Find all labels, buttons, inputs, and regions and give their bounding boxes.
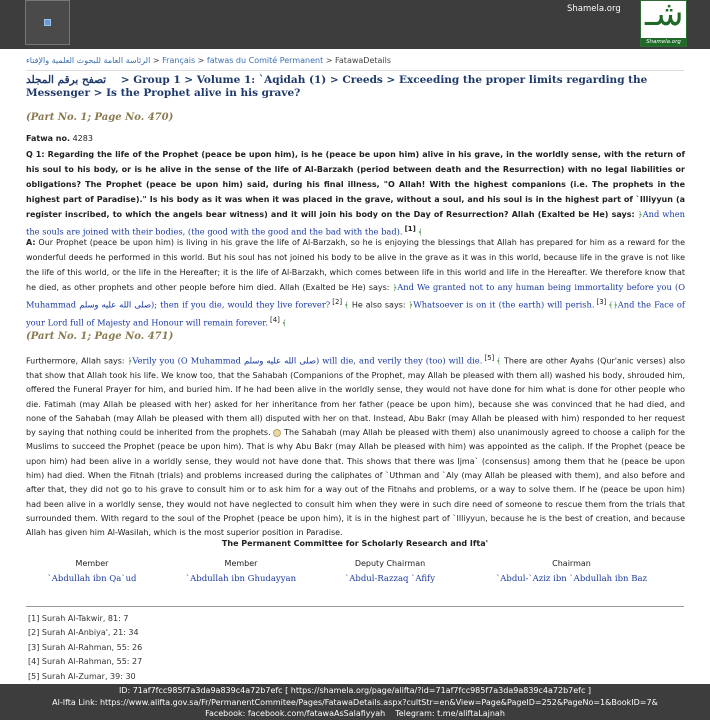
- member-name-link[interactable]: `Abdullah ibn Ghudayyan: [185, 574, 297, 584]
- logo-glyph: شـ: [645, 0, 684, 34]
- breadcrumb-divider: [26, 70, 684, 71]
- fatwa-number: [26, 134, 93, 143]
- breadcrumb-separator: >: [197, 56, 205, 65]
- member-role: Member: [75, 559, 109, 568]
- fatwa-number-value: 4283: [72, 134, 93, 143]
- question-text: Q 1: Regarding the life of the Prophet (peace be upon him), is he (peace be upon him) alive in his grave, in the worldly sense, with the return of his soul to his body, or is he alive in the sense of the life of Al-Barzakh (period between death and the Resurrection) with no legal liabilities or obligations? The Prophet (peace be upon him) said, during his final illness, "O Allah! With the highest companions (i.e. The prophets in the highest part of Paradise)." Is his body as it was when it was placed in the grave, without a soul, and his soul is in the highest part of `Illiyyun (a register inscribed, to which the angels bear witness) and it will join his body on the Day of Resurrection? Allah (Exalted be He) says: ﴿And when the souls are joined with their bodies, (the good with the good and the bad with the bad). [1] ﴾: [26, 150, 686, 237]
- committee-member: [333, 559, 447, 584]
- committee-title: The Permanent Committee for Scholarly Research and Ifta': [221, 539, 489, 548]
- title-path: > Group 1 > Volume 1: `Aqidah (1) > Creeds > Exceeding the proper limits regarding the Messenger > Is the Prophet alive in his grave?: [26, 74, 648, 99]
- footnote-item: [1] Surah Al-Takwir, 81: 7: [28, 614, 129, 623]
- page-title: [26, 74, 686, 100]
- breadcrumb-separator: >: [152, 56, 160, 65]
- footer-social: [0, 708, 710, 720]
- breadcrumb: [26, 56, 686, 65]
- top-bar: [0, 0, 710, 49]
- part-page-marker: (Part No. 1; Page No. 471): [26, 331, 174, 342]
- committee-member: [181, 559, 301, 584]
- breadcrumb-home-link[interactable]: الرئاسة العامة للبحوث العلمية والإفتاء: [26, 56, 151, 65]
- question-label: Q 1:: [26, 150, 45, 159]
- logo-text: Shamela.org: [641, 38, 686, 46]
- footnote-ref[interactable]: [2]: [332, 298, 343, 306]
- answer-body: Our Prophet (peace be upon him) is living in his grave the life of Al-Barzakh, so he is enjoying the blessings that Allah has prepared for him as a reward for the wonderful deeds he performed in this world. But his soul has not joined his body to be alive in the grave as it was in this world, because life in the grave is not like the life of this world, or the life in the Hereafter; it is the life of Al-Barzakh, which comes between life in this world and life in the Hereafter. We therefore know that he died, as other prophets and other people before him died. Allah (Exalted be He) says:: [26, 238, 685, 292]
- footnote-item: [5] Surah Al-Zumar, 39: 30: [28, 671, 136, 681]
- breadcrumb-separator: >: [325, 56, 333, 65]
- answer-mid-text: He also says:: [351, 300, 406, 310]
- footnote-ref[interactable]: [4]: [269, 315, 280, 324]
- breadcrumb-section-link[interactable]: fatwas du Comité Permanent: [206, 56, 324, 65]
- footer-id-line[interactable]: ID: 71af7fcc985f7a3da9a839c4a72b7efc [ https://shamela.org/page/alifta/?id=71af7fcc985f7a3da9a839c4a72b7efc ]: [118, 686, 592, 695]
- ayah-link[interactable]: Verily you (O Muhammad صلى الله عليه وسلم) will die, and verily they (too) will die.: [132, 355, 483, 366]
- member-role: Member: [224, 559, 258, 568]
- footer-bar: [0, 684, 710, 720]
- breadcrumb-current: FatawaDetails: [335, 56, 392, 65]
- part-page-marker: (Part No. 1; Page No. 470): [26, 112, 174, 123]
- footnote-ref[interactable]: [5]: [484, 354, 495, 362]
- member-name-link[interactable]: `Abdul-Razzaq `Afify: [344, 574, 436, 584]
- member-name-link[interactable]: `Abdullah ibn Qa`ud: [47, 574, 137, 584]
- committee-member: [40, 559, 144, 584]
- footnotes-divider: [26, 606, 684, 607]
- footer-alifta-link[interactable]: Al-Ifta Link: https://www.alifta.gov.sa/Fr/PermanentCommitee/Pages/FatawaDetails.aspx?cultStr=en&View=Page&PageID=252&PageNo=1&BookID=7&: [52, 697, 658, 707]
- footnote-item: [4] Surah Al-Rahman, 55: 27: [28, 657, 143, 667]
- ayah-link[interactable]: Whatsoever is on it (the earth) will perish.: [413, 299, 595, 310]
- committee-member: [490, 559, 653, 584]
- footnote-ref[interactable]: [3]: [596, 298, 607, 306]
- thumbnail-icon[interactable]: [25, 0, 70, 45]
- member-role: Chairman: [552, 559, 591, 568]
- body-text-1: There are other Ayahs (Qur'anic verses) also that show that Allah took his life. We know too, that the Sahabah (Companions of the Prophet, may Allah be pleased with them all) washed his body, shrouded him, offered the Funeral Prayer for him, and buried him. If he had been alive in the worldly sense, they would not have done for him what is done for other people who die. Fatimah (may Allah be pleased with her) asked for her inheritance from her father (peace be upon him), because she was convinced that he had died, and none of the Sahabah (may Allah be pleased with them all) disputed with her on that. Instead, Abu Bakr (may Allah be pleased with him) responded to her request by saying that nothing could be inherited from the prophets.: [26, 356, 686, 438]
- browse-volume-link[interactable]: تصفح برقم المجلد: [26, 74, 107, 86]
- ayah-link[interactable]: And We granted not to any human being immortality before you (O Muhammad صلى الله عليه وسلم); then if you die, would they live forever?: [26, 282, 685, 310]
- emoticon-icon: [273, 429, 281, 437]
- ayah-link[interactable]: And when the souls are joined with their bodies, (the good with the good and the bad with the bad).: [26, 209, 686, 237]
- footnote-item: [2] Surah Al-Anbiya', 21: 34: [28, 628, 139, 638]
- telegram-link[interactable]: Telegram: t.me/aliftaLajnah: [395, 709, 505, 718]
- shamela-logo[interactable]: [640, 0, 687, 47]
- ayah-link[interactable]: And the Face of your Lord full of Majesty and Honour will remain forever.: [26, 299, 685, 328]
- continued-answer-text: Furthermore, Allah says: ﴿Verily you (O Muhammad صلى الله عليه وسلم) will die, and verily they (too) will die. [5] ﴾ There are other Ayahs (Qur'anic verses) also that show that Allah took his life. We know too, that the Sahabah (Companions of the Prophet, may Allah be pleased with them all) washed his body, shrouded him, offered the Funeral Prayer for him, and buried him. If he had been alive in the worldly sense, they would not have done for him what is done for other people who die. Fatimah (may Allah be pleased with her) asked for her inheritance from her father (peace be upon him), because she was convinced that he had died, and none of the Sahabah (may Allah be pleased with them all) disputed with her on that. Instead, Abu Bakr (may Allah be pleased with him) responded to her request by saying that nothing could be inherited from the prophets. The Sahabah (may Allah be pleased with them) also unanimously agreed to choose a caliph for the Muslims to succeed the Prophet (peace be upon him). That is why Abu Bakr (may Allah be pleased with him) was appointed as the caliph. If the Prophet (peace be upon him) had been alive in a worldly sense, they would not have done that. This shows that there was Ijma` (consensus) among them that he (peace be upon him) had died. When the Fitnah (trials) and problems increased during the caliphates of `Uthman and `Aly (may Allah be pleased with them), and also before and after that, they did not go to his grave to consult him or to ask him for a way out of the Fitnahs and problems, or a way to solve them. If he (peace be upon him) had been alive in a worldly sense, they would not have neglected to consult him when they were in such dire need of someone to rescue them from the trials that surrounded them. With regard to the soul of the Prophet (peace be upon him), it is in the highest part of `Illiyyun, because he is the best of creation, and because Allah has given him Al-Wasilah, which is the most superior position in Paradise.: [26, 354, 686, 538]
- question-body: Regarding the life of the Prophet (peace be upon him), is he (peace be upon him) alive in his grave, in the worldly sense, with the return of his soul to his body, or is he alive in the sense of the life of Al-Barzakh (period between death and the Resurrection) with no legal liabilities or obligations? The Prophet (peace be upon him) said, during his final illness, "O Allah! With the highest companions (i.e. The prophets in the highest part of Paradise)." Is his body as it was when it was placed in the grave, without a soul, and his soul is in the highest part of `Illiyyun (a register inscribed, to which the angels bear witness) and it will join his body on the Day of Resurrection? Allah (Exalted be He) says:: [26, 150, 685, 219]
- facebook-link[interactable]: Facebook: facebook.com/fatawaAsSalafiyyah: [205, 709, 386, 718]
- site-name-link[interactable]: Shamela.org: [567, 4, 621, 14]
- body-text-2: The Sahabah (may Allah be pleased with them) also unanimously agreed to choose a caliph for the Muslims to succeed the Prophet (peace be upon him). That is why Abu Bakr (may Allah be pleased with him) was appointed as the caliph. If the Prophet (peace be upon him) had been alive in a worldly sense, they would not have done that. This shows that there was Ijma` (consensus) among them that he (peace be upon him) had died. When the Fitnah (trials) and problems increased during the caliphates of `Uthman and `Aly (may Allah be pleased with them), and also before and after that, they did not go to his grave to consult him or to ask him for a way out of the Fitnahs and problems, or a way to solve them. If he (peace be upon him) had been alive in a worldly sense, they would not have neglected to consult him when they were in such dire need of someone to rescue them from the trials that surrounded them. With regard to the soul of the Prophet (peace be upon him), it is in the highest part of `Illiyyun, because he is the best of creation, and because Allah has given him Al-Wasilah, which is the most superior position in Paradise.: [26, 428, 686, 538]
- footnote-item: [3] Surah Al-Rahman, 55: 26: [28, 642, 143, 652]
- breadcrumb-lang-link[interactable]: Français: [162, 56, 196, 65]
- member-role: Deputy Chairman: [354, 559, 426, 568]
- body-lead: Furthermore, Allah says:: [26, 356, 125, 366]
- footnote-ref[interactable]: [1]: [404, 225, 416, 233]
- answer-text: A: Our Prophet (peace be upon him) is living in his grave the life of Al-Barzakh, so he is enjoying the blessings that Allah has prepared for him as a reward for the wonderful deeds he performed in this world. But his soul has not joined his body to be alive in the grave as it was in this world, because life in the grave is not like the life of this world, or the life in the Hereafter; it is the life of Al-Barzakh, which comes between life in this world and life in the Hereafter. We therefore know that he died, as other prophets and other people before him died. Allah (Exalted be He) says: ﴿And We granted not to any human being immortality before you (O Muhammad صلى الله عليه وسلم); then if you die, would they live forever? [2] ﴾ He also says: ﴿Whatsoever is on it (the earth) will perish. [3] ﴾﴿And the Face of your Lord full of Majesty and Honour will remain forever. [4] ﴾: [26, 238, 685, 328]
- fatwa-number-label: Fatwa no.: [26, 134, 71, 143]
- member-name-link[interactable]: `Abdul-`Aziz ibn `Abdullah ibn Baz: [496, 574, 647, 584]
- answer-label: A:: [26, 238, 36, 247]
- footnotes-list: [28, 612, 628, 684]
